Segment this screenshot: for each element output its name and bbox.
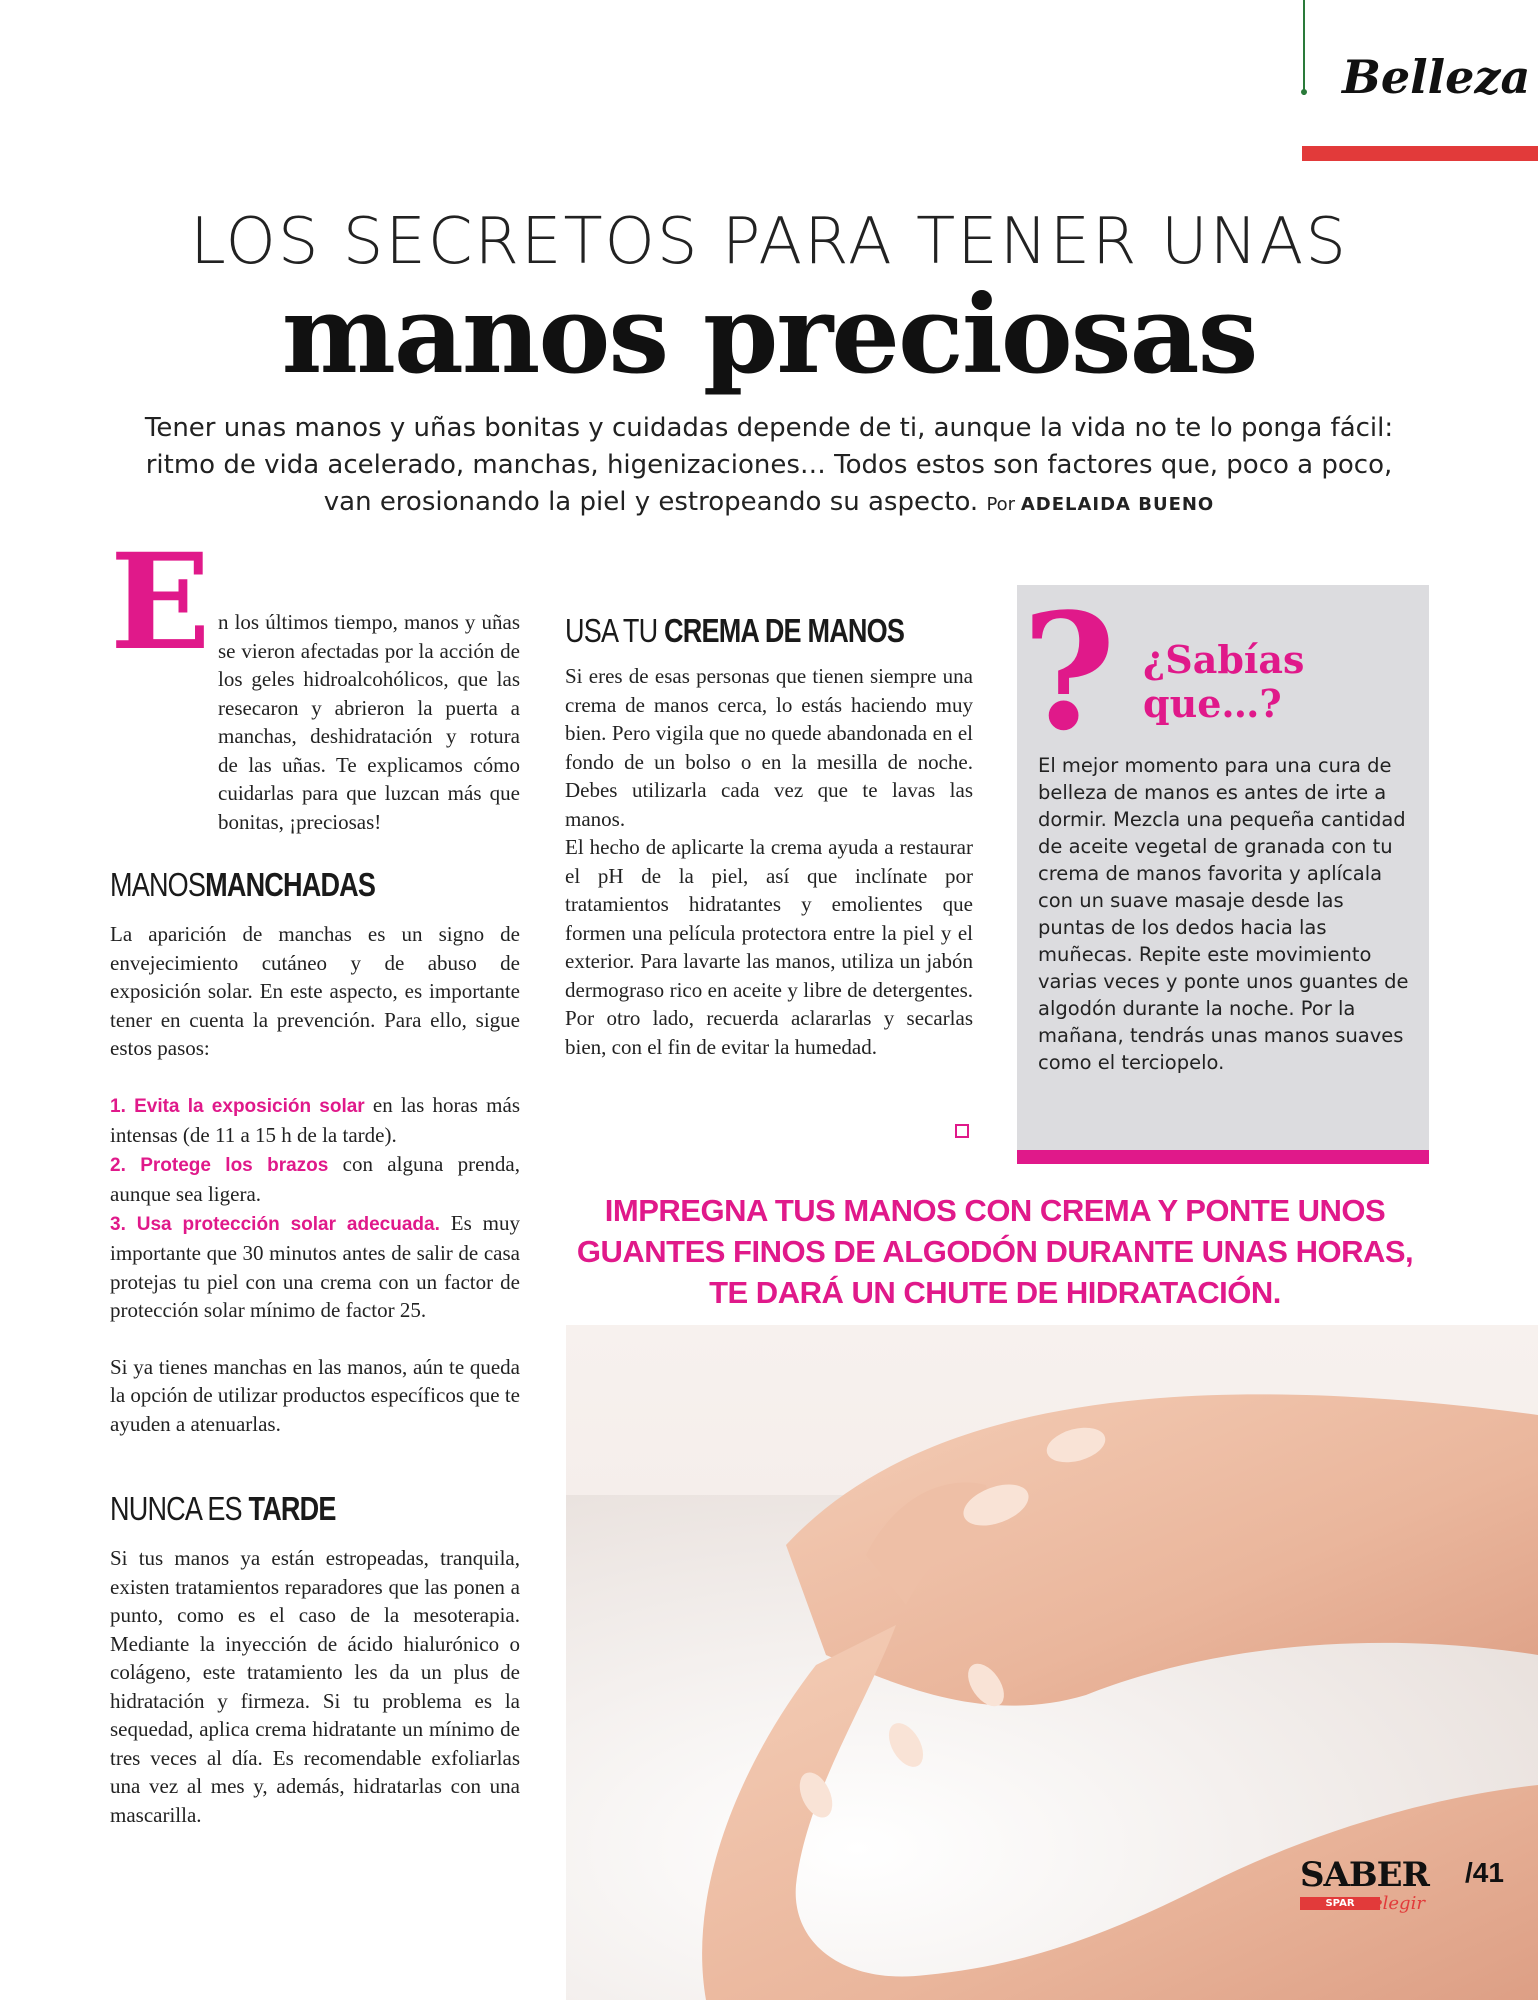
step-1-label: 1. Evita la exposición solar xyxy=(110,1095,365,1117)
column-1-body-end xyxy=(110,1544,520,1829)
heading-nunca-es-tarde xyxy=(110,1490,336,1528)
pull-quote: IMPREGNA TUS MANOS CON CREMA Y PONTE UNOS GUANTES FINOS DE ALGODÓN DURANTE UNAS HORAS, TE DARÁ UN CHUTE DE HIDRATACIÓN. xyxy=(576,1193,1414,1310)
step-3-text: Es muy importante que 30 minutos antes de salir de casa protejas tu piel con una crema con un factor de protección solar mínimo de factor 25. xyxy=(110,1210,520,1322)
lead-text: Tener unas manos y uñas bonitas y cuidadas depende de ti, aunque la vida no te lo ponga fácil: ritmo de vida acelerado, manchas, higenizaciones… Todos estos son factores que, poco a poco, van erosionando la piel y estropeando su aspecto. xyxy=(144,413,1394,517)
step-2-label: 2. Protege los brazos xyxy=(110,1154,329,1176)
byline-label: Por xyxy=(986,494,1016,515)
cream-paragraph-2: El hecho de aplicarte la crema ayuda a restaurar el pH de la piel, así que inclínate por tratamientos hidratantes y emolientes que formen una película protectora entre la piel y el exterior. Para lavarte las manos, utiliza un jabón dermograso rico en aceite y libre de detergentes. Por otro lado, recuerda aclararlas y secarlas bien, con el fin de evitar la humedad. xyxy=(565,835,973,1059)
intro-text: n los últimos tiempo, manos y uñas se vieron afectadas por la acción de los geles hidroalcohólicos, que las resecaron y abrieron la puerta a manchas, deshidratación y rotura de las uñas. Te explicamos cómo cuidarlas para que luzcan más que bonitas, ¡preciosas! xyxy=(218,610,520,834)
step-2-text: con alguna prenda, aunque sea ligera. xyxy=(110,1151,520,1206)
spacer xyxy=(110,1325,520,1353)
did-you-know-box-bar xyxy=(1017,1150,1429,1164)
logo-script: elegir xyxy=(1372,1893,1425,1914)
step-1-text: en las horas más intensas (de 11 a 15 h de la tarde). xyxy=(110,1092,520,1147)
heading-crema-de-manos xyxy=(565,612,904,650)
section-label: Belleza xyxy=(1342,50,1531,104)
question-mark-icon: ? xyxy=(1022,578,1116,766)
author-name: ADELAIDA BUENO xyxy=(1020,494,1215,515)
end-of-article-mark xyxy=(955,1124,969,1138)
column-1-body xyxy=(110,920,520,1438)
page-number: /41 xyxy=(1465,1857,1504,1888)
saber-elegir-logo xyxy=(1300,1855,1429,1914)
remaining-spots-paragraph: Si ya tienes manchas en las manos, aún te queda la opción de utilizar productos específicos que te ayuden a atenuarlas. xyxy=(110,1354,520,1436)
column-2-body xyxy=(565,662,973,1061)
step-3-label: 3. Usa protección solar adecuada. xyxy=(110,1213,440,1235)
cream-paragraph-1: Si eres de esas personas que tienen siempre una crema de manos cerca, lo estás haciendo muy bien. Pero vigila que no quede abandonada en el fondo de un bolso o en la mesilla de noche. Debes utilizarla cada vez que te lavas las manos. xyxy=(565,664,973,831)
manchas-paragraph: La aparición de manchas es un signo de envejecimiento cutáneo y de abuso de exposición solar. En este aspecto, es importante tener en cuenta la prevención. Para ello, sigue estos pasos: xyxy=(110,922,520,1060)
logo-bar: SPAR xyxy=(1300,1897,1380,1910)
treatments-paragraph: Si tus manos ya están estropeadas, tranquila, existen tratamientos reparadores que las ponen a punto, como es el caso de la mesoterapia. Mediante la inyección de ácido hialurónico o colágeno, este tratamiento les da un plus de hidratación y firmeza. Si tu problema es la sequedad, aplica crema hidratante un mínimo de tres veces al día. Es recomendable exfoliarlas una vez al mes y, además, hidratarlas con una mascarilla. xyxy=(110,1546,520,1827)
heading-bold-part: MANCHADAS xyxy=(205,866,376,903)
heading-light-part: NUNCA ES xyxy=(110,1490,242,1527)
spacer xyxy=(110,1063,520,1091)
heading-manos-manchadas xyxy=(110,866,375,904)
page-title: manos preciosas xyxy=(281,272,1257,398)
heading-light-part: MANOS xyxy=(110,866,206,903)
heading-bold-part: TARDE xyxy=(248,1490,336,1527)
intro-paragraph-start xyxy=(218,608,520,836)
step-1 xyxy=(110,1091,520,1150)
did-you-know-text: El mejor momento para una cura de belleza de manos es antes de irte a dormir. Mezcla una pequeña cantidad de aceite vegetal de granada con tu crema de manos favorita y aplícala con un suave masaje desde las puntas de los dedos hacia las muñecas. Repite este movimiento varias veces y ponte unos guantes de algodón durante la noche. Por la mañana, tendrás unas manos suaves como el terciopelo. xyxy=(1038,754,1409,1074)
section-divider-line xyxy=(1303,0,1305,95)
lead-paragraph xyxy=(120,410,1418,523)
heading-bold-part: CREMA DE MANOS xyxy=(664,612,905,649)
drop-cap: E xyxy=(110,525,211,680)
logo-wordmark: SABER xyxy=(1300,1855,1429,1895)
byline xyxy=(986,494,1214,515)
did-you-know-title: ¿Sabías que…? xyxy=(1143,637,1305,726)
heading-light-part: USA TU xyxy=(565,612,658,649)
step-3 xyxy=(110,1209,520,1325)
title-kicker: LOS SECRETOS PARA TENER UNAS xyxy=(190,205,1348,279)
header-red-rule xyxy=(1302,146,1538,161)
step-2 xyxy=(110,1150,520,1209)
